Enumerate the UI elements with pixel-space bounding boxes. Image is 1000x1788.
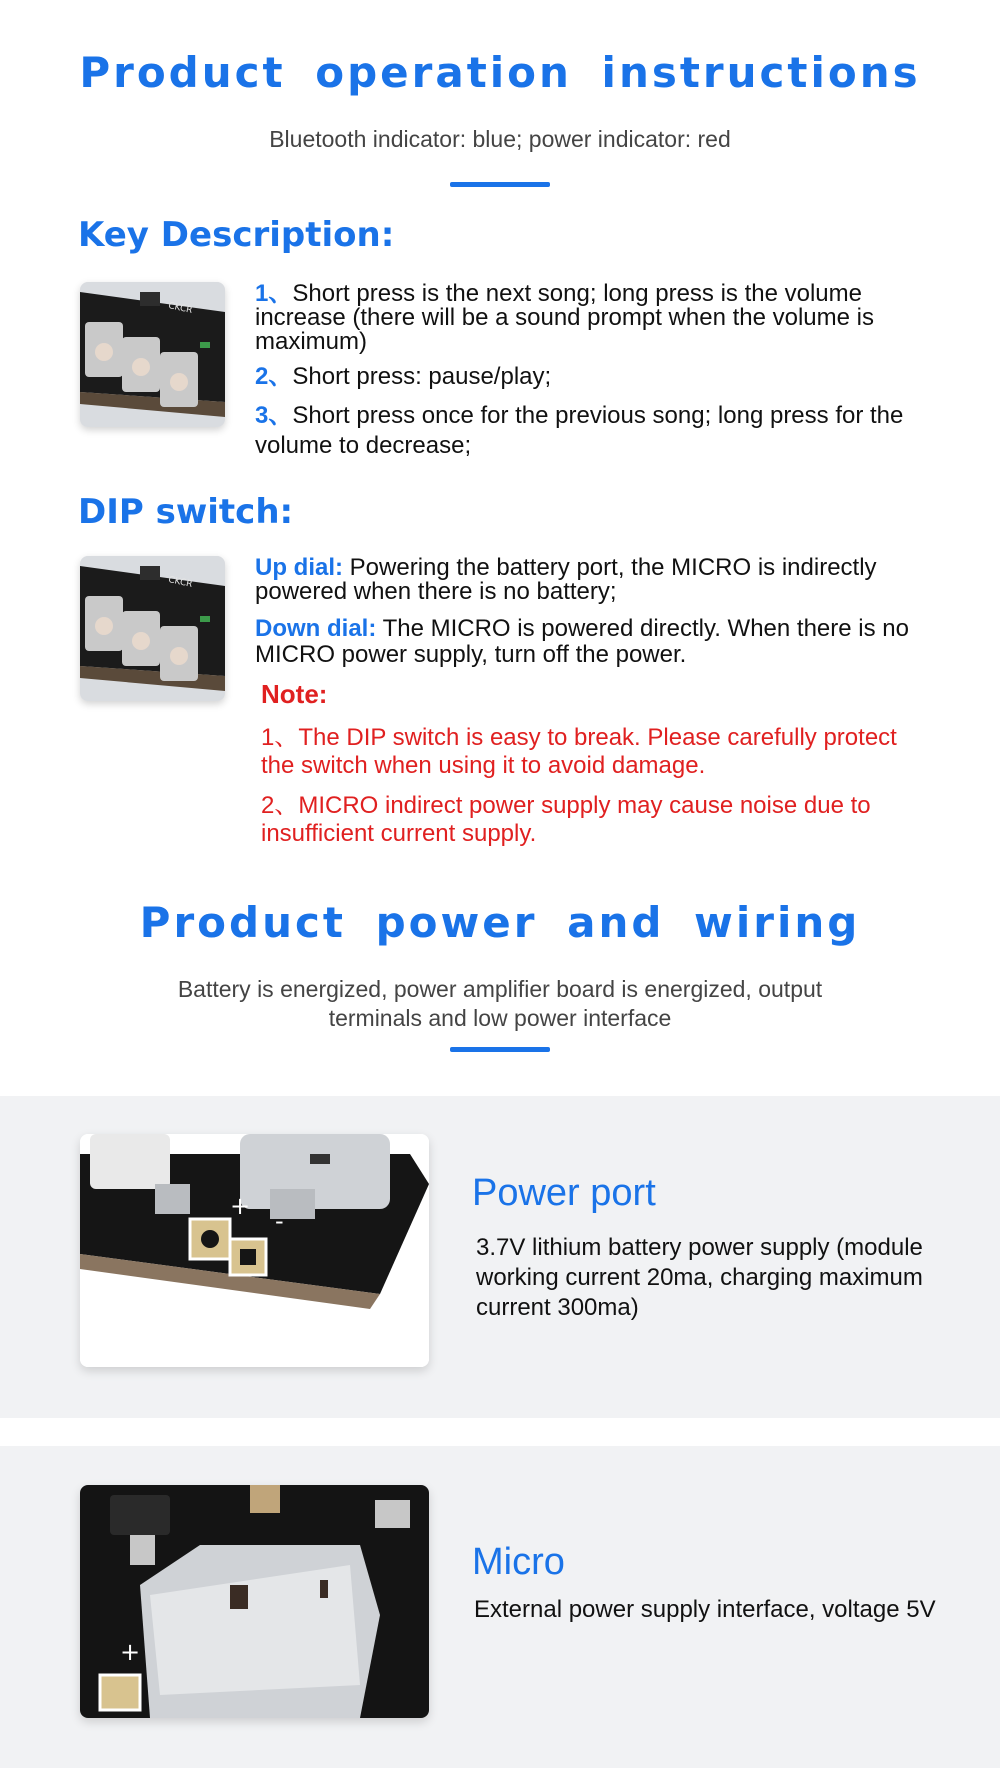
power-title: Product power and wiring	[139, 898, 861, 947]
dip-switch-board-image	[80, 556, 225, 701]
title-underline	[450, 182, 550, 187]
power-title-underline	[450, 1047, 550, 1052]
down-dial-label: Down dial:	[255, 615, 377, 642]
key-description-heading: Key Description:	[78, 215, 395, 255]
key-item-3-text: Short press once for the previous song; long press for the volume to decrease;	[255, 402, 904, 459]
power-port-image	[80, 1134, 429, 1367]
operation-subtitle: Bluetooth indicator: blue; power indicator: red	[269, 126, 731, 152]
svg-text:+: +	[230, 1192, 251, 1220]
key-item-3-number: 3、	[255, 402, 293, 429]
key-item-2-text: Short press: pause/play;	[292, 363, 552, 390]
svg-text:CKCR: CKCR	[167, 301, 194, 316]
dip-down-dial	[255, 616, 925, 668]
svg-text:+: +	[120, 1638, 141, 1666]
key-item-1-text: Short press is the next song; long press is the volume increase (there will be a sound prompt when the volume is maximum)	[255, 280, 874, 355]
power-port-title: Power port	[472, 1172, 656, 1214]
operation-title: Product operation instructions	[79, 48, 921, 97]
micro-title: Micro	[472, 1541, 565, 1583]
key-item-2-number: 2、	[255, 363, 293, 390]
up-dial-text: Powering the battery port, the MICRO is indirectly powered when there is no battery;	[255, 554, 877, 605]
power-subtitle-line-1: Battery is energized, power amplifier board is energized, output	[177, 976, 823, 1002]
key-item-3	[255, 401, 925, 461]
power-port-description: 3.7V lithium battery power supply (module working current 20ma, charging maximum current 300ma)	[476, 1234, 923, 1321]
button-board-image	[80, 282, 225, 427]
svg-text:-: -	[275, 1207, 284, 1235]
key-item-2	[255, 365, 925, 389]
power-subtitle-line-2: terminals and low power interface	[328, 1005, 672, 1031]
dip-switch-heading: DIP switch:	[78, 492, 294, 532]
down-dial-text: The MICRO is powered directly. When there is no MICRO power supply, turn off the power.	[255, 615, 909, 668]
note-item-2: 2、MICRO indirect power supply may cause noise due to insufficient current supply.	[261, 792, 871, 847]
key-item-1-number: 1、	[255, 280, 293, 307]
micro-usb-image	[80, 1485, 429, 1718]
dip-up-dial	[255, 556, 925, 604]
up-dial-label: Up dial:	[255, 554, 343, 581]
note-label: Note:	[261, 679, 328, 709]
svg-text:CKCR: CKCR	[167, 575, 194, 590]
note-item-1: 1、The DIP switch is easy to break. Please carefully protect the switch when using it to avoid damage.	[261, 724, 897, 779]
key-item-1	[255, 282, 925, 354]
micro-description: External power supply interface, voltage 5V	[474, 1596, 936, 1623]
